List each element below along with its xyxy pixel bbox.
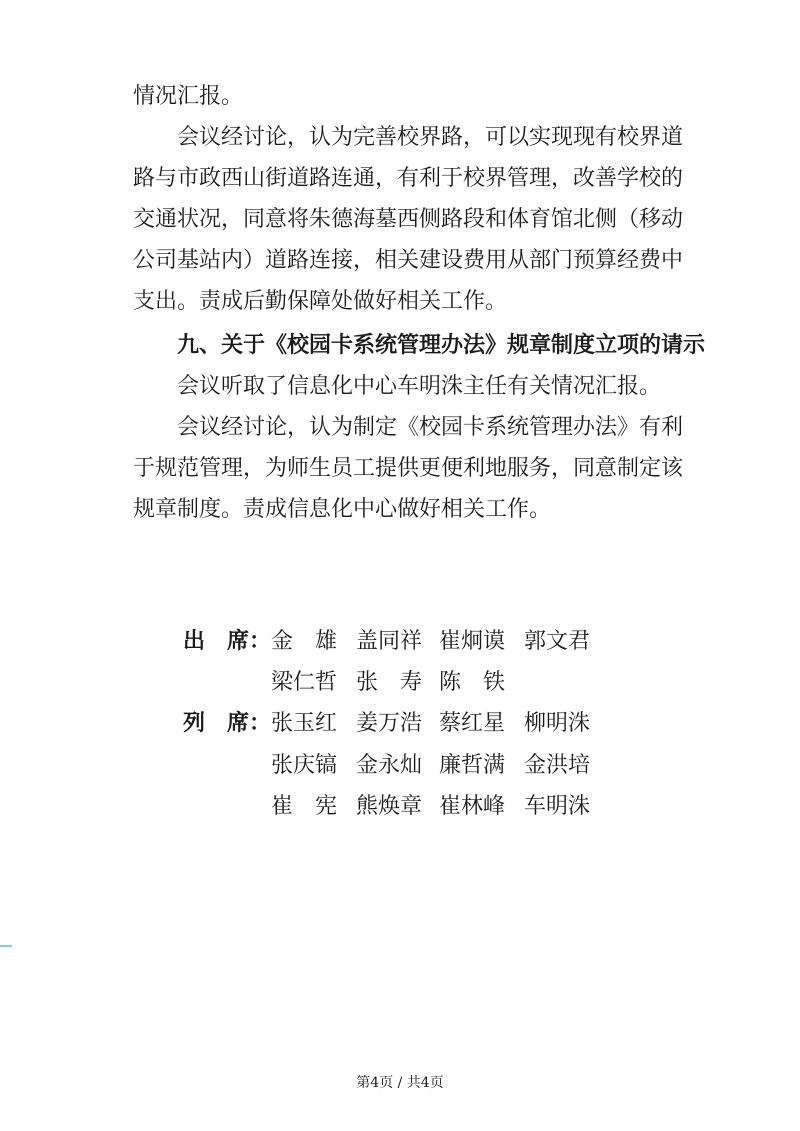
- paragraph-info-center-report: 会议听取了信息化中心车明洙主任有关情况汇报。: [133, 374, 662, 399]
- attendee-name: 郭文君: [524, 629, 591, 654]
- attendee-name: 崔林峰: [439, 794, 506, 819]
- attendee-name: 张 寿: [356, 670, 423, 695]
- present-label: 出 席：: [183, 629, 272, 654]
- attendee-name: 蔡红星: [439, 711, 506, 736]
- attendee-name: 熊焕章: [356, 794, 423, 819]
- attend-label: 列 席：: [183, 711, 272, 736]
- attendee-name: 张玉红: [271, 711, 338, 736]
- attendee-name: 金 雄: [271, 629, 338, 654]
- attendee-name: 金洪培: [524, 753, 591, 778]
- attendee-name: 梁仁哲: [271, 670, 338, 695]
- attendee-name: 廉哲满: [439, 753, 506, 778]
- attendee-name: 陈 铁: [439, 670, 506, 695]
- attendee-name: 崔炯谟: [439, 629, 506, 654]
- paragraph-report-end: 情况汇报。: [133, 84, 244, 109]
- scan-margin-mark: [0, 945, 12, 947]
- attendee-name: 柳明洙: [524, 711, 591, 736]
- attendee-name: 姜万浩: [356, 711, 423, 736]
- paragraph-campus-card-decision: 会议经讨论，认为制定《校园卡系统管理办法》有利于规范管理，为师生员工提供更便利地服务，同意制定该规章制度。责成信息化中心做好相关工作。: [133, 415, 684, 522]
- paragraph-boundary-road-decision: 会议经讨论，认为完善校界路，可以实现现有校界道路与市政西山街道路连通，有利于校界管理，改善学校的交通状况，同意将朱德海墓西侧路段和体育馆北侧（移动公司基站内）道路连接，相关建设费用从部门预算经费中支出。责成后勤保障处做好相关工作。: [133, 125, 684, 314]
- page-footer: 第4页 / 共4页: [356, 1075, 444, 1091]
- attendee-name: 车明洙: [524, 794, 591, 819]
- attendee-name: 盖同祥: [356, 629, 423, 654]
- attendee-name: 崔 宪: [271, 794, 338, 819]
- attendee-name: 张庆镐: [271, 753, 338, 778]
- section-heading-nine: 九、关于《校园卡系统管理办法》规章制度立项的请示: [133, 333, 706, 358]
- attendee-name: 金永灿: [356, 753, 423, 778]
